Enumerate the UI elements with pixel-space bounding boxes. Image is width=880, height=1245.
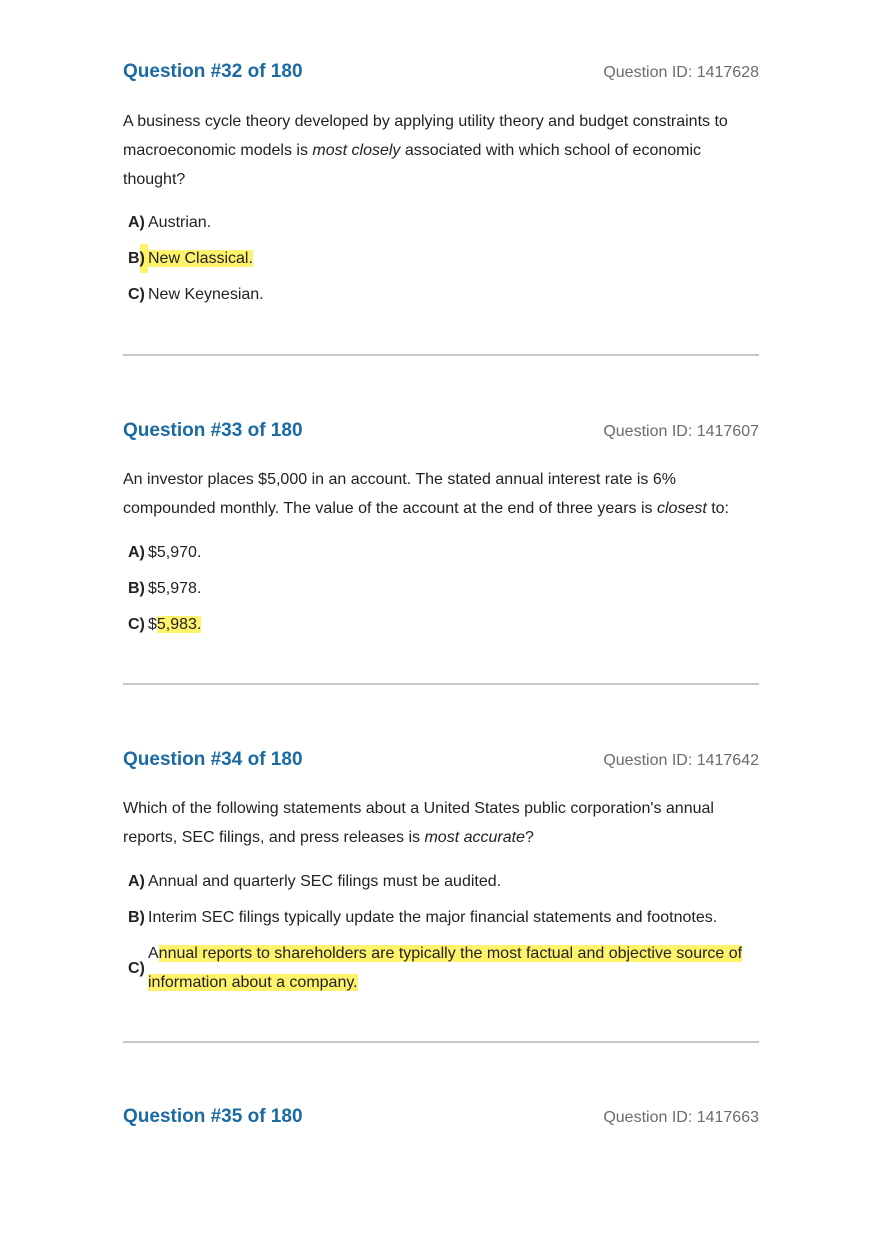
question-header: [123, 420, 759, 446]
answer-letter: C): [128, 959, 145, 977]
answer-letter: A): [128, 873, 145, 890]
stem-emphasis: most accurate: [424, 829, 525, 846]
answer-plain: Interim SEC filings typically update the major financial statements and footnotes.: [148, 909, 718, 926]
stem-text: ?: [524, 829, 534, 846]
question-title: Question #35 of 180: [123, 1106, 303, 1127]
stem-text: An investor places $5,000 in an account. The stated annual interest rate is 6% compounded monthly. The value of the account at the end of three years is: [123, 471, 676, 517]
answer-letter: A): [128, 214, 145, 231]
answer-option-c[interactable]: [123, 280, 759, 309]
question-header: [123, 61, 759, 87]
question-stem: [123, 107, 759, 194]
answer-text: [148, 208, 759, 237]
divider: [123, 354, 759, 356]
answer-list: [123, 208, 759, 309]
answer-text: [148, 538, 759, 567]
answer-letter: B): [128, 909, 145, 926]
answer-letter: B): [128, 580, 145, 597]
divider: [123, 1041, 759, 1043]
question-stem: [123, 794, 759, 852]
answer-letter: C): [128, 616, 145, 633]
question-id: Question ID: 1417642: [603, 752, 759, 769]
question-header: [123, 1106, 759, 1132]
answer-highlight: New Classical.: [148, 250, 253, 267]
stem-text: to:: [706, 500, 729, 517]
stem-emphasis: most closely: [312, 142, 401, 159]
question-34: [123, 749, 759, 1004]
answer-list: [123, 538, 759, 639]
answer-text: [148, 939, 759, 997]
answer-plain: New Keynesian.: [148, 286, 264, 303]
answer-text: [148, 903, 759, 932]
answer-highlight: 5,983.: [156, 616, 202, 633]
answer-option-b[interactable]: [123, 244, 759, 273]
answer-text: [148, 280, 759, 309]
answer-plain: $5,970.: [148, 544, 202, 561]
answer-option-a[interactable]: [123, 538, 759, 567]
answer-option-a[interactable]: [123, 208, 759, 237]
question-32: [123, 61, 759, 316]
question-stem: [123, 465, 759, 523]
answer-option-b[interactable]: [123, 574, 759, 603]
answer-plain: A: [148, 945, 159, 962]
answer-letter: B): [128, 244, 148, 273]
stem-text: Which of the following statements about a United States public corporation's annual reports, SEC filings, and press releases is: [123, 800, 714, 846]
answer-plain: $5,978.: [148, 580, 202, 597]
answer-text: [148, 610, 759, 639]
answer-plain: $: [148, 616, 157, 633]
divider: [123, 683, 759, 685]
question-id: Question ID: 1417628: [603, 64, 759, 81]
answer-text: [148, 574, 759, 603]
stem-text: A business cycle theory developed by applying utility theory and budget constraints to macroeconomic models is: [123, 113, 728, 159]
question-title: Question #34 of 180: [123, 749, 303, 770]
stem-emphasis: closest: [656, 500, 707, 517]
answer-option-b[interactable]: [123, 903, 759, 932]
answer-plain: Annual and quarterly SEC filings must be audited.: [148, 873, 502, 890]
question-header: [123, 749, 759, 775]
question-id: Question ID: 1417607: [603, 423, 759, 440]
answer-option-c[interactable]: [123, 610, 759, 639]
question-title: Question #33 of 180: [123, 420, 303, 441]
question-33: [123, 420, 759, 646]
answer-option-a[interactable]: [123, 867, 759, 896]
question-title: Question #32 of 180: [123, 61, 303, 82]
answer-text: [148, 244, 759, 273]
answer-plain: Austrian.: [148, 214, 212, 231]
question-35: [123, 1106, 759, 1132]
stem-text: associated with which school of economic thought?: [123, 142, 702, 188]
answer-letter: C): [128, 286, 145, 303]
answer-list: [123, 867, 759, 997]
question-id: Question ID: 1417663: [603, 1109, 759, 1126]
answer-letter: A): [128, 544, 145, 561]
answer-highlight: nnual reports to shareholders are typically the most factual and objective source of information about a company.: [148, 945, 743, 991]
answer-text: [148, 867, 759, 896]
answer-option-c[interactable]: [123, 939, 759, 997]
